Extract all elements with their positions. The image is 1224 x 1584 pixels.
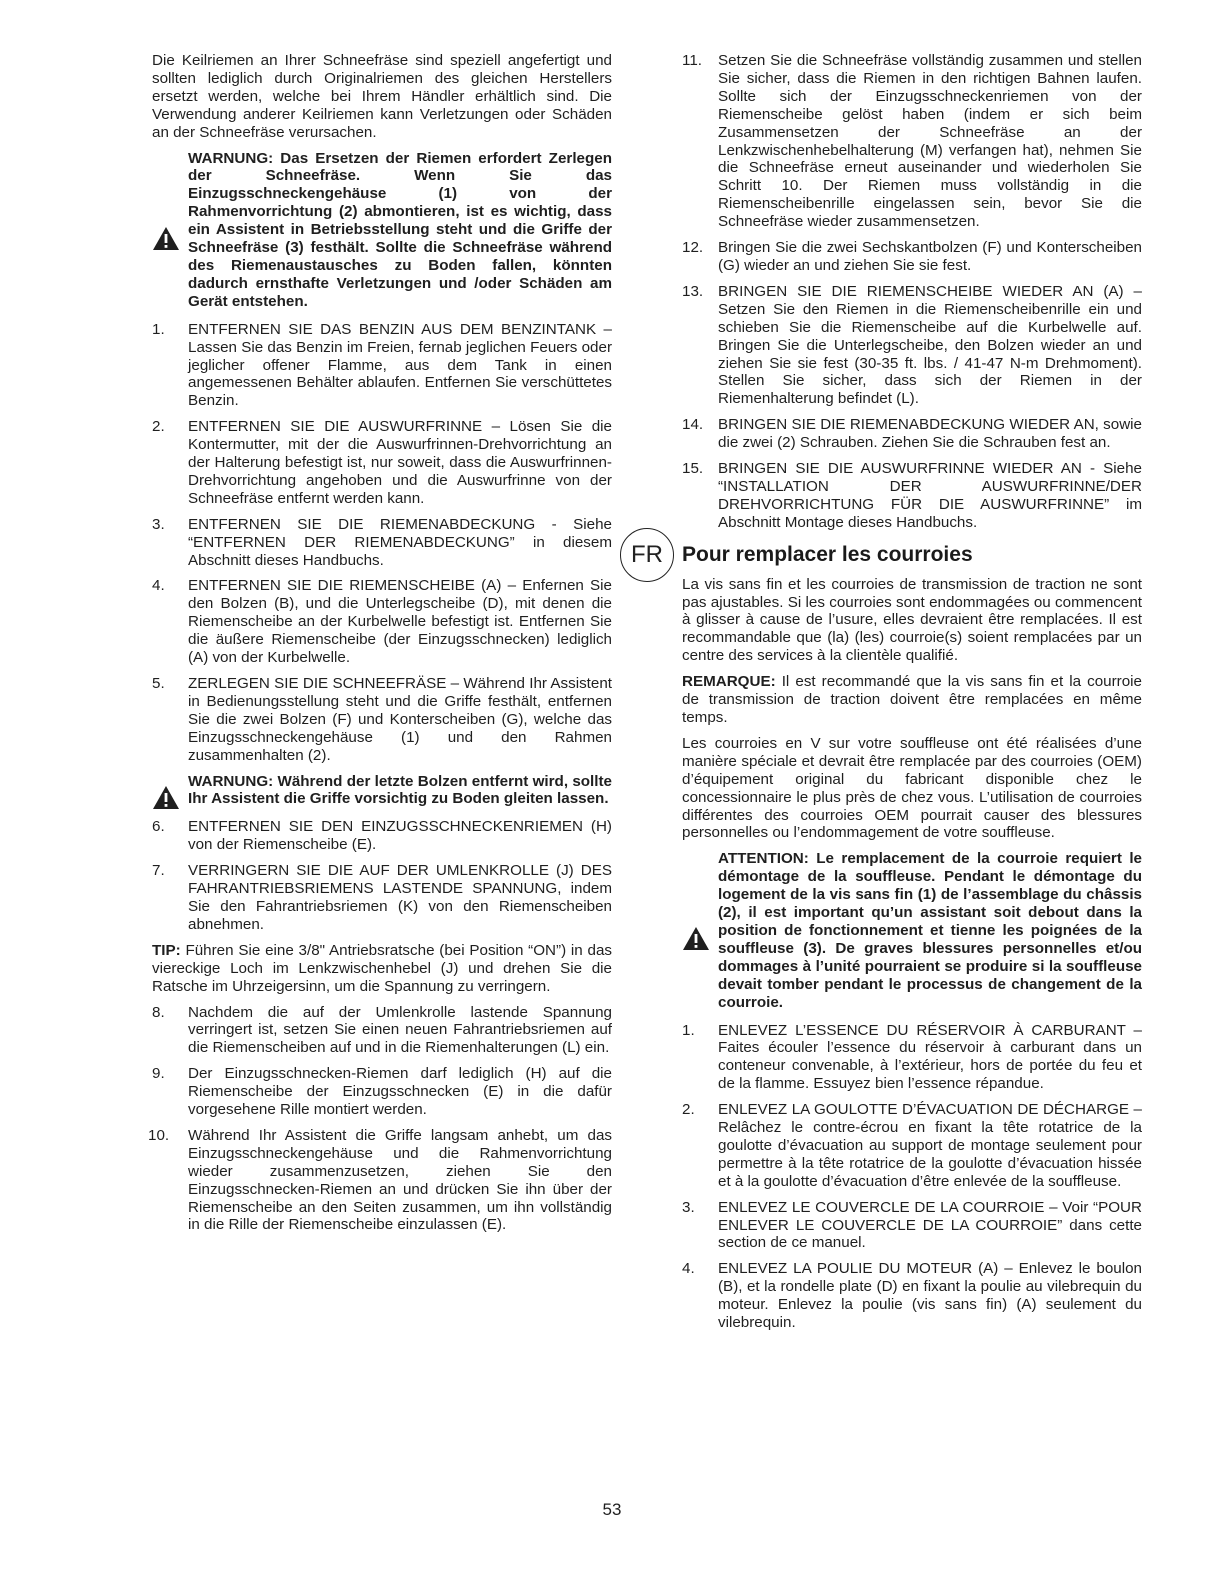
list-item (682, 1199, 1142, 1253)
list-item (682, 283, 1142, 408)
list-item (152, 1004, 612, 1058)
item-text: ENTFERNEN SIE DIE RIEMENABDECKUNG - Siehe “ENTFERNEN DER RIEMENABDECKUNG” in diesem Abschnitt dieses Handbuchs. (188, 515, 612, 569)
item-number: 15. (682, 460, 704, 478)
list-item (682, 1260, 1142, 1332)
item-number: 2. (152, 418, 165, 436)
item-number: 9. (152, 1065, 165, 1083)
remarque-paragraph (682, 673, 1142, 727)
item-number: 7. (152, 862, 165, 880)
item-text: Setzen Sie die Schneefräse vollständig zusammen und stellen Sie sicher, dass die Riemen in den richtigen Bahnen laufen. Sollte sich der Einzugsschneckenriemen von der Riemenscheibe gelöst haben (indem er sich beim Zusammensetzen der Schneefräse an der Lenkzwischenhebelhalterung (M) verfangen hat), nehmen Sie die Schneefräse erneut auseinander und wiederholen Sie Schritt 10. Der Riemen muss vollständig in die Riemenscheibenrille eingelassen sein, bevor Sie die Schneefräse wieder zusammensetzen. (718, 52, 1142, 231)
steps-list (682, 1022, 1142, 1333)
item-number: 11. (682, 52, 702, 69)
tip-label: TIP: (152, 941, 181, 959)
warning-text: WARNUNG: Während der letzte Bolzen entfernt wird, sollte Ihr Assistent die Griffe vorsichtig zu Boden gleiten lassen. (188, 772, 612, 808)
item-number: 6. (152, 818, 165, 836)
warning-block (152, 773, 612, 809)
warning-triangle-icon (682, 926, 710, 951)
item-text: Bringen Sie die zwei Sechskantbolzen (F) und Konterscheiben (G) wieder an und ziehen Sie sie fest. (718, 239, 1142, 274)
item-number: 3. (682, 1198, 695, 1216)
item-number: 4. (682, 1260, 695, 1278)
section-heading (631, 540, 1142, 570)
list-item (152, 1065, 612, 1119)
tip-paragraph (152, 942, 612, 996)
item-text: Nachdem die auf der Umlenkrolle lastende Spannung verringert ist, setzen Sie einen neuen Fahrantriebsriemen auf die Riemenscheiben auf und in die Riemenhalterungen (L) ein. (188, 1003, 612, 1057)
item-number: 13. (682, 282, 704, 300)
list-item (682, 239, 1142, 275)
item-text: ENLEVEZ L’ESSENCE DU RÉSERVOIR À CARBURANT – Faites écouler l’essence du réservoir à carburant dans un conteneur convenable, à l’extérieur, hors de portée du feu et de la flamme. Essuyez bien l’essence répandue. (718, 1021, 1142, 1093)
warning-triangle-icon (152, 785, 180, 810)
item-text: ENLEVEZ LA POULIE DU MOTEUR (A) – Enlevez le boulon (B), et la rondelle plate (D) en fixant la poulie au vilebrequin du moteur. Enlevez la poulie (vis sans fin) (A) seulement du vilebrequin. (718, 1260, 1142, 1332)
page-number: 53 (602, 1500, 622, 1519)
list-item (152, 577, 612, 667)
remarque-label: REMARQUE: (682, 673, 776, 691)
item-number: 1. (682, 1021, 695, 1039)
remarque-text: Il est recommandé que la vis sans fin et la courroie de transmission de traction doivent être remplacées en même temps. (682, 673, 1142, 726)
list-item (682, 416, 1142, 452)
warning-text: WARNUNG: Das Ersetzen der Riemen erfordert Zerlegen der Schneefräse. Wenn Sie das Einzugsschneckengehäuse (1) von der Rahmenvorrichtung (2) abmontieren, ist es wichtig, dass ein Assistent in Betriebsstellung steht und die Griffe der Schneefräse (3) festhält. Sollte die Schneefräse während des Riemenaustausches zu Boden fallen, könnten dadurch ernsthafte Verletzungen und /oder Schäden am Gerät entstehen. (188, 149, 612, 310)
steps-list (152, 321, 612, 765)
item-number: 1. (152, 320, 165, 338)
list-item (152, 321, 612, 411)
item-text: ZERLEGEN SIE DIE SCHNEEFRÄSE – Während Ihr Assistent in Bedienungsstellung steht und die Griffe festhält, entfernen Sie die zwei Bolzen (F) und Konterscheiben (G), welche das Einzugsschneckengehäuse (1) und den Rahmen zusammenhalten (2). (188, 675, 612, 764)
item-text: ENTFERNEN SIE DEN EINZUGSSCHNECKENRIEMEN (H) von der Riemenscheibe (E). (188, 818, 612, 854)
language-badge: FR (620, 528, 674, 582)
list-item (152, 418, 612, 508)
warning-block (152, 150, 612, 311)
list-item (152, 675, 612, 765)
item-number: 10. (148, 1126, 170, 1144)
list-item (682, 1022, 1142, 1094)
item-text: BRINGEN SIE DIE RIEMENSCHEIBE WIEDER AN (A) – Setzen Sie den Riemen in die Riemenscheibenrille ein und schieben Sie die Riemenscheibe auf die Kurbelwelle auf. Bringen Sie die Unterlegscheibe, den Bolzen wieder an und ziehen Sie sie fest (30-35 ft. lbs. / 41-47 N-m Drehmoment). Stellen Sie sicher, dass sich der Riemen in der Riemenhalterung befindet (L). (718, 282, 1142, 408)
warning-triangle-icon (152, 226, 180, 251)
oem-paragraph: Les courroies en V sur votre souffleuse ont été réalisées d’une manière spéciale et devrait être remplacée par des courroies (OEM) d’équipement original du fabricant disponible chez le concessionnaire le plus près de chez vous. L’utilisation de courroies différentes des courroies OEM pourrait causer des blessures personnelles ou l’endommagement de votre souffleuse. (682, 734, 1142, 842)
item-number: 12. (682, 239, 704, 257)
list-item (682, 460, 1142, 532)
item-text: Während Ihr Assistent die Griffe langsam anhebt, um das Einzugsschneckengehäuse und die Rahmenvorrichtung wieder zusammenzusetzen, ziehen Sie den Einzugsschnecken-Riemen an und drücken Sie ihn über der Riemenscheibe an den Seiten zusammen, um ihn vollständig in die Rille der Riemenscheibe einzulassen (E). (188, 1126, 612, 1234)
item-text: ENLEVEZ LA GOULOTTE D’ÉVACUATION DE DÉCHARGE –Relâchez le contre-écrou en fixant la tête rotatrice de la goulotte d’évacuation au support de montage seulement pour permettre à la tête rotatrice de la goulotte d’évacuation hissée et à la goulotte d’évacuation d’être enlevée de la souffleuse. (718, 1101, 1142, 1190)
item-text: Der Einzugsschnecken-Riemen darf lediglich (H) auf die Riemenscheibe der Einzugsschnecken (E) in die dafür vorgesehene Rille montiert werden. (188, 1065, 612, 1119)
list-item (152, 862, 612, 934)
item-number: 5. (152, 675, 165, 692)
item-number: 14. (682, 416, 704, 434)
item-number: 8. (152, 1003, 165, 1021)
list-item (148, 1126, 612, 1234)
item-text: VERRINGERN SIE DIE AUF DER UMLENKROLLE (J) DES FAHRANTRIEBSRIEMENS LASTENDE SPANNUNG, indem Sie den Fahrantriebsriemen (K) von den Riemenscheiben abnehmen. (188, 862, 612, 933)
list-item (152, 818, 612, 854)
item-text: ENTFERNEN SIE DAS BENZIN AUS DEM BENZINTANK – Lassen Sie das Benzin im Freien, fernab jeglichen Feuers oder jeglicher offener Flamme, aus dem Tank in einen angemessenen Behälter ablaufen. Entfernen Sie verschüttetes Benzin. (188, 320, 612, 410)
fr-intro-paragraph: La vis sans fin et les courroies de transmission de traction ne sont pas ajustables. Si les courroies sont endommagées ou commencent à glisser à cause de l’usure, elles devraient être remplacées. Il est recommandable que (la) (les) courroie(s) soient remplacées par un centre des services à la clientèle qualifié. (682, 575, 1142, 665)
item-number: 4. (152, 577, 165, 595)
steps-list (152, 818, 612, 933)
tip-text: Führen Sie eine 3/8" Antriebsratsche (bei Position “ON”) in das viereckige Loch im Lenkzwischenhebel (J) und drehen Sie die Ratsche im Uhrzeigersinn, um die Spannung zu verringern. (152, 941, 612, 995)
left-column (148, 52, 612, 1242)
item-number: 2. (682, 1101, 695, 1119)
item-text: BRINGEN SIE DIE RIEMENABDECKUNG WIEDER AN, sowie die zwei (2) Schrauben. Ziehen Sie die Schrauben fest an. (718, 416, 1142, 452)
attention-text: ATTENTION: Le remplacement de la courroie requiert le démontage de la souffleuse. Pendant le démontage du logement de la vis sans fin (1) de l’assemblage du châssis (2), il est important qu’un assistant soit debout dans la position de fonctionnement et tienne les poignées de la souffleuse (3). De graves blessures personnelles et/ou dommages à l’unité pourraient se produire si la souffleuse devait tomber pendant le processus de changement de la courroie. (718, 850, 1142, 1011)
item-text: ENLEVEZ LE COUVERCLE DE LA COURROIE – Voir “POUR ENLEVER LE COUVERCLE DE LA COURROIE” dans cette section de ce manuel. (718, 1198, 1142, 1252)
steps-list (148, 1003, 612, 1235)
intro-paragraph: Die Keilriemen an Ihrer Schneefräse sind speziell angefertigt und sollten lediglich durch Originalriemen des gleichen Herstellers ersetzt werden, welche bei Ihrem Händler erhältlich sind. Die Verwendung anderer Keilriemen kann Verletzungen oder Schäden an der Schneefräse verursachen. (152, 52, 612, 141)
item-text: ENTFERNEN SIE DIE AUSWURFRINNE – Lösen Sie die Kontermutter, mit der die Auswurfrinnen-Drehvorrichtung an der Halterung befestigt ist, nur soweit, dass die Auswurfrinnen-Drehvorrichtung angehoben und die Auswurfrinne von der Schneefräse entfernt werden kann. (188, 418, 612, 507)
right-column (631, 52, 1142, 1340)
steps-list (682, 52, 1142, 532)
item-text: BRINGEN SIE DIE AUSWURFRINNE WIEDER AN - Siehe “INSTALLATION DER AUSWURFRINNE/DER DREHVORRICHTUNG FÜR DIE AUSWURFRINNE” im Abschnitt Montage dieses Handbuchs. (718, 460, 1142, 531)
list-item (682, 52, 1142, 231)
list-item (152, 516, 612, 570)
list-item (682, 1101, 1142, 1191)
attention-block (682, 850, 1142, 1011)
item-text: ENTFERNEN SIE DIE RIEMENSCHEIBE (A) – Enfernen Sie den Bolzen (B), und die Unterlegscheibe (D), mit denen die Riemenscheibe an der Kurbelwelle befestigt ist. Entfernen Sie die äußere Riemenscheibe (der Einzugsschnecken) lediglich (A) von der Kurbelwelle. (188, 577, 612, 667)
item-number: 3. (152, 515, 165, 533)
section-title: Pour remplacer les courroies (682, 542, 973, 566)
